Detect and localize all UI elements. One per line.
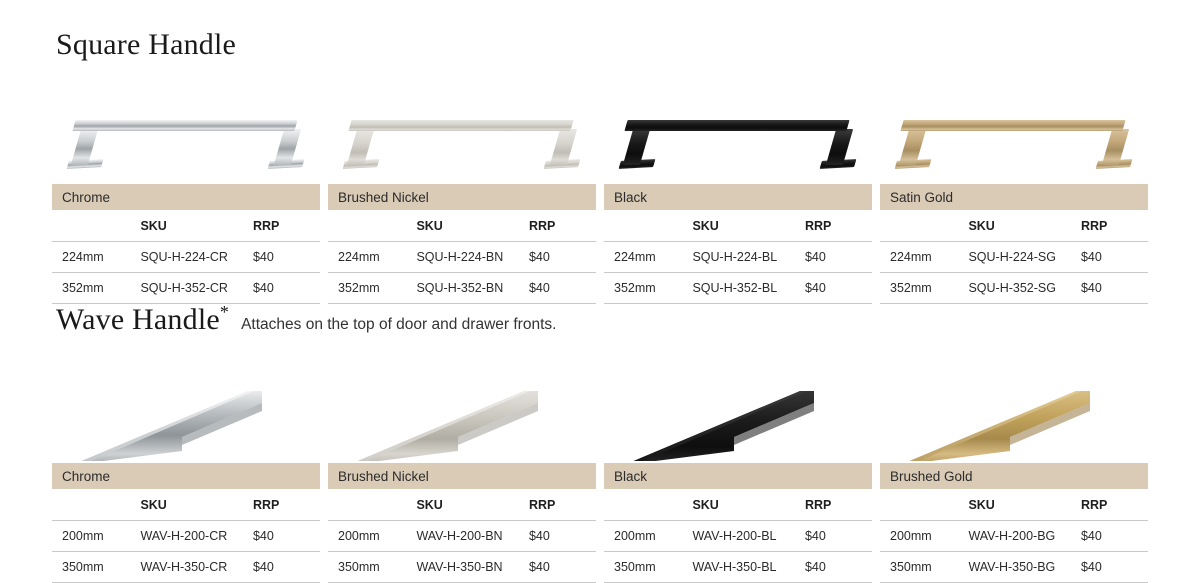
cell-sku: WAV-H-200-BN	[416, 521, 529, 552]
product-card-black	[604, 347, 872, 583]
table-row	[328, 273, 596, 304]
cell-rrp: $40	[253, 521, 320, 552]
table-header-row	[328, 489, 596, 521]
table-header-row	[880, 489, 1148, 521]
col-header-sku: SKU	[140, 489, 253, 521]
table-row	[328, 521, 596, 552]
col-header-sku: SKU	[968, 210, 1081, 242]
col-header-size	[52, 210, 140, 242]
col-header-size	[328, 210, 416, 242]
product-image	[328, 347, 596, 459]
cell-sku: SQU-H-224-CR	[140, 242, 253, 273]
spec-table	[52, 210, 320, 304]
section-title: Square Handle	[56, 28, 237, 61]
cell-sku: WAV-H-200-BL	[692, 521, 805, 552]
cell-sku: SQU-H-224-BL	[692, 242, 805, 273]
col-header-rrp: RRP	[1081, 489, 1148, 521]
square-handle-icon	[618, 120, 858, 174]
col-header-sku: SKU	[140, 210, 253, 242]
finish-label: Black	[614, 468, 648, 484]
spec-table	[604, 210, 872, 304]
finish-label: Chrome	[62, 468, 111, 484]
table-row	[880, 273, 1148, 304]
finish-label: Brushed Nickel	[338, 468, 429, 484]
table-row	[604, 273, 872, 304]
product-card-chrome	[52, 347, 320, 583]
product-image	[604, 347, 872, 459]
cell-sku: WAV-H-350-BG	[968, 552, 1081, 583]
finish-bar	[52, 463, 320, 489]
table-row	[52, 521, 320, 552]
cell-size: 350mm	[604, 552, 692, 583]
table-header-row	[604, 489, 872, 521]
spec-table	[880, 210, 1148, 304]
cell-size: 352mm	[52, 273, 140, 304]
cell-rrp: $40	[529, 273, 596, 304]
col-header-size	[52, 489, 140, 521]
square-handle-icon	[342, 120, 582, 174]
wave-handle-icon	[890, 381, 1140, 461]
col-header-rrp: RRP	[1081, 210, 1148, 242]
col-header-size	[604, 489, 692, 521]
cell-sku: WAV-H-350-CR	[140, 552, 253, 583]
product-image	[880, 347, 1148, 459]
table-row	[880, 242, 1148, 273]
finish-columns	[0, 72, 1200, 304]
col-header-rrp: RRP	[253, 210, 320, 242]
cell-size: 200mm	[880, 521, 968, 552]
section-square-handle	[0, 30, 1200, 304]
wave-handle-icon	[62, 381, 312, 461]
col-header-size	[604, 210, 692, 242]
cell-rrp: $40	[253, 242, 320, 273]
spec-table	[328, 210, 596, 304]
product-card-black	[604, 72, 872, 304]
page-title	[56, 30, 236, 60]
product-card-brushed-nickel	[328, 347, 596, 583]
cell-rrp: $40	[529, 242, 596, 273]
finish-bar	[604, 184, 872, 210]
table-header-row	[880, 210, 1148, 242]
cell-size: 224mm	[604, 242, 692, 273]
cell-sku: SQU-H-352-SG	[968, 273, 1081, 304]
table-header-row	[52, 210, 320, 242]
col-header-sku: SKU	[692, 489, 805, 521]
cell-rrp: $40	[1081, 521, 1148, 552]
wave-handle-icon	[614, 381, 864, 461]
product-card-brushed-gold	[880, 347, 1148, 583]
cell-rrp: $40	[1081, 552, 1148, 583]
table-row	[604, 552, 872, 583]
col-header-sku: SKU	[416, 489, 529, 521]
product-image	[604, 72, 872, 180]
cell-rrp: $40	[253, 273, 320, 304]
table-row	[328, 552, 596, 583]
finish-columns	[0, 347, 1200, 583]
section-heading-row	[0, 302, 1200, 347]
table-row	[52, 273, 320, 304]
cell-sku: WAV-H-200-BG	[968, 521, 1081, 552]
table-header-row	[604, 210, 872, 242]
product-card-chrome	[52, 72, 320, 304]
cell-rrp: $40	[805, 242, 872, 273]
table-header-row	[328, 210, 596, 242]
wave-handle-icon	[338, 381, 588, 461]
spec-table	[880, 489, 1148, 583]
finish-bar	[328, 184, 596, 210]
col-header-sku: SKU	[692, 210, 805, 242]
table-header-row	[52, 489, 320, 521]
cell-rrp: $40	[805, 273, 872, 304]
spec-table	[52, 489, 320, 583]
col-header-size	[880, 210, 968, 242]
table-row	[880, 521, 1148, 552]
square-handle-icon	[894, 120, 1134, 174]
col-header-sku: SKU	[968, 489, 1081, 521]
cell-sku: SQU-H-352-BN	[416, 273, 529, 304]
finish-bar	[604, 463, 872, 489]
product-image	[52, 347, 320, 459]
table-row	[880, 552, 1148, 583]
finish-label: Black	[614, 189, 648, 205]
col-header-sku: SKU	[416, 210, 529, 242]
table-row	[52, 552, 320, 583]
table-row	[328, 242, 596, 273]
cell-rrp: $40	[529, 521, 596, 552]
cell-size: 352mm	[328, 273, 416, 304]
section-note: Attaches on the top of door and drawer fronts.	[241, 316, 557, 333]
cell-sku: SQU-H-352-CR	[140, 273, 253, 304]
section-title-star: *	[219, 302, 230, 322]
section-title-wrap	[56, 302, 230, 336]
cell-size: 200mm	[52, 521, 140, 552]
finish-label: Brushed Gold	[890, 468, 973, 484]
cell-size: 224mm	[52, 242, 140, 273]
cell-rrp: $40	[529, 552, 596, 583]
spec-table	[604, 489, 872, 583]
cell-sku: SQU-H-352-BL	[692, 273, 805, 304]
cell-rrp: $40	[1081, 273, 1148, 304]
finish-bar	[880, 184, 1148, 210]
cell-size: 350mm	[880, 552, 968, 583]
cell-sku: WAV-H-200-CR	[140, 521, 253, 552]
cell-rrp: $40	[1081, 242, 1148, 273]
cell-size: 200mm	[328, 521, 416, 552]
cell-size: 352mm	[880, 273, 968, 304]
product-card-brushed-nickel	[328, 72, 596, 304]
col-header-size	[328, 489, 416, 521]
cell-size: 224mm	[880, 242, 968, 273]
cell-size: 352mm	[604, 273, 692, 304]
section-heading-row	[0, 30, 1200, 72]
square-handle-icon	[66, 120, 306, 174]
finish-label: Satin Gold	[890, 189, 954, 205]
col-header-rrp: RRP	[529, 210, 596, 242]
col-header-rrp: RRP	[805, 489, 872, 521]
product-image	[52, 72, 320, 180]
finish-bar	[52, 184, 320, 210]
col-header-rrp: RRP	[805, 210, 872, 242]
product-card-satin-gold	[880, 72, 1148, 304]
col-header-rrp: RRP	[253, 489, 320, 521]
cell-rrp: $40	[805, 552, 872, 583]
cell-sku: WAV-H-350-BL	[692, 552, 805, 583]
finish-bar	[880, 463, 1148, 489]
table-row	[52, 242, 320, 273]
finish-label: Chrome	[62, 189, 111, 205]
table-row	[604, 521, 872, 552]
cell-sku: SQU-H-224-SG	[968, 242, 1081, 273]
cell-rrp: $40	[805, 521, 872, 552]
finish-label: Brushed Nickel	[338, 189, 429, 205]
spec-table	[328, 489, 596, 583]
product-image	[880, 72, 1148, 180]
cell-size: 350mm	[328, 552, 416, 583]
col-header-rrp: RRP	[529, 489, 596, 521]
section-wave-handle	[0, 302, 1200, 583]
finish-bar	[328, 463, 596, 489]
cell-size: 350mm	[52, 552, 140, 583]
cell-size: 200mm	[604, 521, 692, 552]
product-image	[328, 72, 596, 180]
cell-rrp: $40	[253, 552, 320, 583]
cell-sku: SQU-H-224-BN	[416, 242, 529, 273]
cell-size: 224mm	[328, 242, 416, 273]
section-title: Wave Handle	[56, 303, 220, 336]
col-header-size	[880, 489, 968, 521]
table-row	[604, 242, 872, 273]
cell-sku: WAV-H-350-BN	[416, 552, 529, 583]
